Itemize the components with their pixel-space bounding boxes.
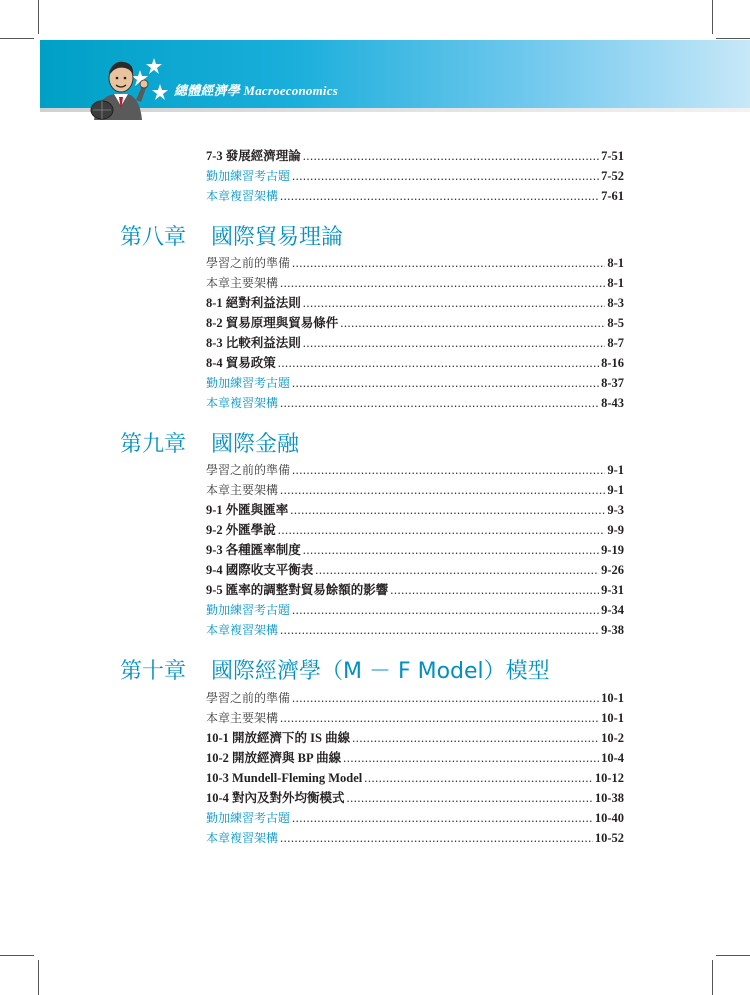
toc-entry[interactable] [206, 788, 624, 806]
toc-entry-page: 9-31 [601, 583, 624, 597]
dot-leader [280, 275, 605, 291]
toc-entry-label: 9-3 各種匯率制度 [206, 543, 301, 557]
toc-entry-label: 本章複習架構 [206, 396, 279, 410]
toc-entry-label: 本章複習架構 [206, 623, 279, 637]
chapter-heading[interactable] [120, 220, 343, 250]
toc-entry[interactable] [206, 333, 624, 351]
toc-entry-page: 9-34 [601, 603, 624, 617]
toc-entry[interactable] [206, 273, 624, 291]
dot-leader [292, 810, 593, 826]
toc-entry-page: 7-51 [601, 149, 624, 163]
toc-entry[interactable] [206, 728, 624, 746]
toc-entry-page: 8-1 [607, 256, 624, 270]
dot-leader [280, 482, 605, 498]
chapter-title: 國際貿易理論 [211, 225, 344, 250]
toc-entry[interactable] [206, 708, 624, 726]
toc-entry-label: 10-2 開放經濟與 BP 曲線 [206, 751, 342, 765]
toc-entry-label: 本章主要架構 [206, 483, 279, 497]
toc-entry-page: 10-1 [601, 711, 624, 725]
dot-leader [352, 730, 599, 746]
crop-mark-top-right-h [716, 38, 750, 39]
toc-entry-page: 7-52 [601, 169, 624, 183]
toc-entry[interactable] [206, 186, 624, 204]
toc-entry-page: 9-1 [607, 463, 624, 477]
toc-entry[interactable] [206, 253, 624, 271]
toc-entry[interactable] [206, 560, 624, 578]
toc-entry-page: 10-38 [594, 791, 624, 805]
crop-mark-top-left-v [38, 0, 39, 34]
toc-entry-label: 勤加練習考古題 [206, 603, 291, 617]
toc-entry[interactable] [206, 768, 624, 786]
toc-entry-label: 本章主要架構 [206, 711, 279, 725]
toc-entry-label: 勤加練習考古題 [206, 811, 291, 825]
crop-mark-bottom-right-h [716, 955, 750, 956]
chapter-title: 國際經濟學（M － F Model）模型 [211, 659, 550, 684]
toc-entry-label: 8-2 貿易原理與貿易條件 [206, 316, 339, 330]
dot-leader [290, 502, 605, 518]
toc-entry-page: 10-2 [601, 731, 624, 745]
dot-leader [347, 790, 593, 806]
toc-entry-label: 9-1 外匯與匯率 [206, 503, 289, 517]
toc-entry-label: 本章主要架構 [206, 276, 279, 290]
dot-leader [292, 168, 599, 184]
toc-entry-page: 8-3 [607, 296, 624, 310]
toc-entry[interactable] [206, 166, 624, 184]
toc-entry-page: 10-4 [601, 751, 624, 765]
toc-entry[interactable] [206, 373, 624, 391]
toc-entry-page: 8-1 [607, 276, 624, 290]
toc-entry[interactable] [206, 808, 624, 826]
toc-entry-label: 學習之前的準備 [206, 463, 291, 477]
dot-leader [303, 542, 599, 558]
dot-leader [292, 602, 599, 618]
toc-entry[interactable] [206, 600, 624, 618]
toc-entry[interactable] [206, 580, 624, 598]
chapter-title: 國際金融 [211, 432, 300, 457]
dot-leader [280, 395, 599, 411]
dot-leader [292, 690, 599, 706]
toc-entry-label: 學習之前的準備 [206, 256, 291, 270]
toc-entry[interactable] [206, 748, 624, 766]
dot-leader [292, 375, 599, 391]
crop-mark-top-left-h [0, 38, 34, 39]
toc-entry-label: 學習之前的準備 [206, 691, 291, 705]
toc-entry[interactable] [206, 313, 624, 331]
toc-entry-label: 10-1 開放經濟下的 IS 曲線 [206, 731, 351, 745]
toc-entry-label: 8-4 貿易政策 [206, 356, 276, 370]
toc-entry-page: 8-43 [601, 396, 624, 410]
toc-entry-label: 7-3 發展經濟理論 [206, 149, 301, 163]
crop-mark-bottom-left-h [0, 955, 34, 956]
toc-entry[interactable] [206, 620, 624, 638]
toc-entry-page: 9-1 [607, 483, 624, 497]
toc-entry-label: 勤加練習考古題 [206, 169, 291, 183]
toc-entry[interactable] [206, 480, 624, 498]
toc-entry-label: 8-3 比較利益法則 [206, 336, 301, 350]
dot-leader [280, 622, 599, 638]
chapter-heading[interactable] [120, 654, 550, 684]
toc-entry[interactable] [206, 353, 624, 371]
toc-entry[interactable] [206, 393, 624, 411]
chapter-number: 第八章 [120, 225, 187, 250]
chapter-heading[interactable] [120, 427, 299, 457]
toc-entry-page: 8-5 [607, 316, 624, 330]
toc-entry[interactable] [206, 828, 624, 846]
crop-mark-bottom-right-v [712, 960, 713, 995]
toc-entry-page: 9-26 [601, 563, 624, 577]
toc-entry-page: 10-40 [594, 811, 624, 825]
toc-entry-page: 10-1 [601, 691, 624, 705]
toc-entry-page: 9-19 [601, 543, 624, 557]
chapter-number: 第九章 [120, 432, 187, 457]
toc-entry-label: 本章複習架構 [206, 189, 279, 203]
chapter-number: 第十章 [120, 659, 187, 684]
dot-leader [278, 522, 606, 538]
mascot-icon [84, 50, 174, 120]
toc-entry[interactable] [206, 146, 624, 164]
toc-entry-page: 10-12 [594, 771, 624, 785]
toc-entry-page: 8-7 [607, 336, 624, 350]
dot-leader [343, 750, 599, 766]
dot-leader [315, 562, 599, 578]
dot-leader [340, 315, 605, 331]
crop-mark-bottom-left-v [38, 960, 39, 995]
dot-leader [280, 710, 599, 726]
header-title: 總體經濟學 Macroeconomics [174, 83, 338, 98]
toc-entry-label: 9-4 國際收支平衡表 [206, 563, 314, 577]
dot-leader [292, 255, 605, 271]
toc-entry-page: 8-16 [601, 356, 624, 370]
toc-entry-page: 7-61 [601, 189, 624, 203]
toc-entry-page: 9-38 [601, 623, 624, 637]
toc-entry-page: 10-52 [594, 831, 624, 845]
toc-entry[interactable] [206, 500, 624, 518]
toc-entry-label: 9-2 外匯學說 [206, 523, 276, 537]
dot-leader [390, 582, 599, 598]
toc-entry-page: 8-37 [601, 376, 624, 390]
crop-mark-top-right-v [712, 0, 713, 34]
dot-leader [292, 462, 605, 478]
toc-entry-label: 10-4 對內及對外均衡模式 [206, 791, 345, 805]
toc-entry[interactable] [206, 460, 624, 478]
dot-leader [278, 355, 599, 371]
toc-entry[interactable] [206, 540, 624, 558]
dot-leader [280, 188, 599, 204]
dot-leader [303, 295, 606, 311]
toc-entry-label: 勤加練習考古題 [206, 376, 291, 390]
dot-leader [280, 830, 593, 846]
toc-entry-page: 9-3 [607, 503, 624, 517]
toc-entry[interactable] [206, 293, 624, 311]
toc-entry-label: 本章複習架構 [206, 831, 279, 845]
toc-entry-label: 9-5 匯率的調整對貿易餘額的影響 [206, 583, 389, 597]
toc-entry[interactable] [206, 520, 624, 538]
dot-leader [364, 770, 593, 786]
toc-entry[interactable] [206, 688, 624, 706]
toc-entry-label: 10-3 Mundell-Fleming Model [206, 771, 363, 785]
dot-leader [303, 335, 606, 351]
toc-entry-label: 8-1 絕對利益法則 [206, 296, 301, 310]
dot-leader [303, 148, 599, 164]
toc-entry-page: 9-9 [607, 523, 624, 537]
